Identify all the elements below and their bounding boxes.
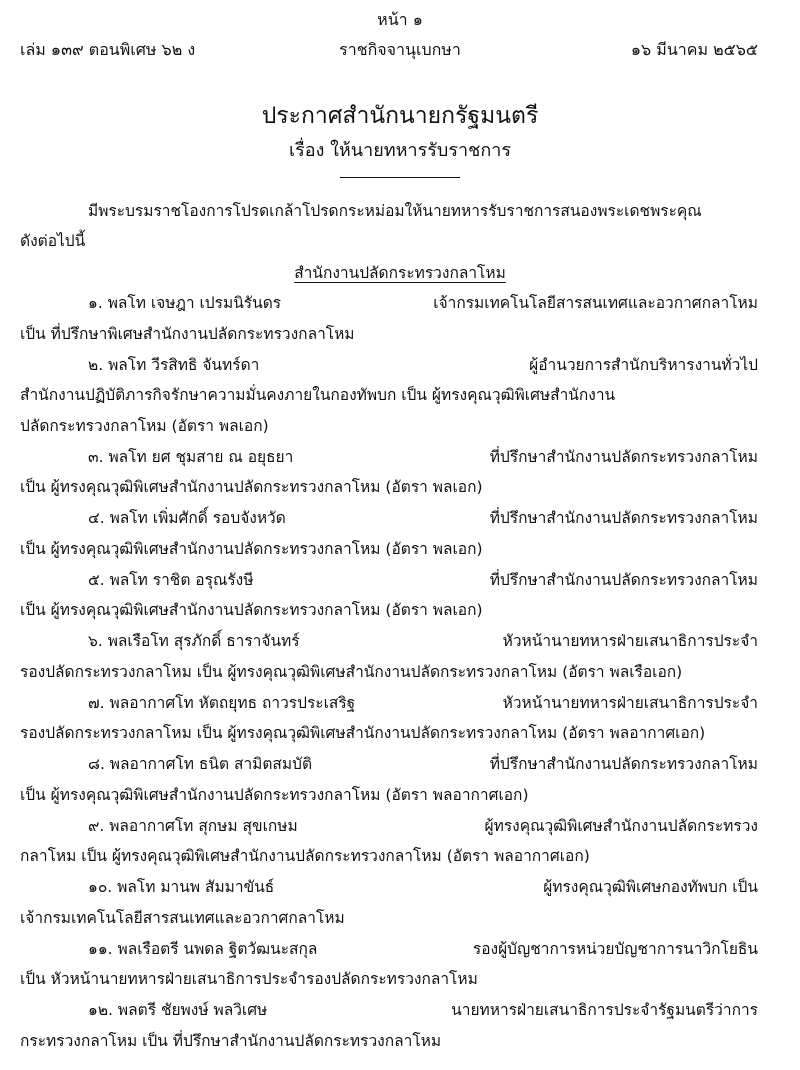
appointment-detail-line: รองปลัดกระทรวงกลาโหม เป็น ผู้ทรงคุณวุฒิพิเศษสำนักงานปลัดกระทรวงกลาโหม (อัตรา พลอากาศเอก) (20, 724, 706, 742)
intro-line-2: ดังต่อไปนี้ (20, 232, 86, 250)
appointment-detail-line: เป็น ที่ปรึกษาพิเศษสำนักงานปลัดกระทรวงกลาโหม (20, 324, 355, 343)
volume-issue: เล่ม ๑๓๙ ตอนพิเศษ ๖๒ ง (20, 40, 196, 59)
current-position: ที่ปรึกษาสำนักงานปลัดกระทรวงกลาโหม (489, 447, 758, 466)
publication-date: ๑๖ มีนาคม ๒๕๖๕ (630, 40, 758, 59)
appointee-name: ๒. พลโท วีรสิทธิ จันทร์ดา (88, 355, 260, 374)
current-position: นายทหารฝ่ายเสนาธิการประจำรัฐมนตรีว่าการ (451, 1001, 758, 1019)
current-position: เจ้ากรมเทคโนโลยีสารสนเทศและอวกาศกลาโหม (433, 294, 758, 312)
title-divider (340, 177, 460, 178)
page-number: หน้า ๑ (377, 10, 423, 29)
appointment-detail-line: รองปลัดกระทรวงกลาโหม เป็น ผู้ทรงคุณวุฒิพิเศษสำนักงานปลัดกระทรวงกลาโหม (อัตรา พลเรือเอก) (20, 662, 683, 681)
appointee-name: ๘. พลอากาศโท ธนิต สามิตสมบัติ (88, 755, 313, 773)
appointee-name: ๑๑. พลเรือตรี นพดล ฐิตวัฒนะสกุล (88, 939, 318, 958)
appointment-detail-line: เป็น หัวหน้านายทหารฝ่ายเสนาธิการประจำรองปลัดกระทรวงกลาโหม (20, 970, 478, 988)
appointment-detail-line: ปลัดกระทรวงกลาโหม (อัตรา พลเอก) (20, 416, 269, 435)
appointee-name: ๑๒. พลตรี ชัยพงษ์ พลวิเศษ (88, 1001, 268, 1019)
current-position: หัวหน้านายทหารฝ่ายเสนาธิการประจำ (502, 632, 758, 650)
section-heading: สำนักงานปลัดกระทรวงกลาโหม (294, 264, 506, 282)
current-position: ที่ปรึกษาสำนักงานปลัดกระทรวงกลาโหม (489, 755, 758, 773)
appointment-detail-line: กลาโหม เป็น ผู้ทรงคุณวุฒิพิเศษสำนักงานปลัดกระทรวงกลาโหม (อัตรา พลอากาศเอก) (20, 847, 590, 865)
current-position: ผู้อำนวยการสำนักบริหารงานทั่วไป (529, 355, 758, 374)
current-position: ที่ปรึกษาสำนักงานปลัดกระทรวงกลาโหม (489, 509, 758, 527)
gazette-name: ราชกิจจานุเบกษา (339, 40, 461, 59)
appointee-name: ๓. พลโท ยศ ชุมสาย ณ อยุธยา (88, 447, 294, 466)
appointment-detail-line: เป็น ผู้ทรงคุณวุฒิพิเศษสำนักงานปลัดกระทรวงกลาโหม (อัตรา พลเอก) (20, 539, 483, 558)
announcement-subject: เรื่อง ให้นายทหารรับราชการ (288, 140, 512, 161)
current-position: ที่ปรึกษาสำนักงานปลัดกระทรวงกลาโหม (489, 570, 758, 589)
current-position: รองผู้บัญชาการหน่วยบัญชาการนาวิกโยธิน (472, 939, 758, 958)
appointee-name: ๕. พลโท ราชิต อรุณรังษี (88, 570, 254, 589)
appointment-detail-line: เป็น ผู้ทรงคุณวุฒิพิเศษสำนักงานปลัดกระทรวงกลาโหม (อัตรา พลอากาศเอก) (20, 785, 529, 804)
current-position: ผู้ทรงคุณวุฒิพิเศษกองทัพบก เป็น (543, 878, 758, 896)
intro-line-1: มีพระบรมราชโองการโปรดเกล้าโปรดกระหม่อมให้นายทหารรับราชการสนองพระเดชพระคุณ (88, 202, 702, 220)
appointment-detail-line: เป็น ผู้ทรงคุณวุฒิพิเศษสำนักงานปลัดกระทรวงกลาโหม (อัตรา พลเอก) (20, 601, 483, 619)
appointee-name: ๗. พลอากาศโท หัตถยุทธ ถาวรประเสริฐ (88, 693, 356, 712)
appointment-detail-line: กระทรวงกลาโหม เป็น ที่ปรึกษาสำนักงานปลัดกระทรวงกลาโหม (20, 1031, 442, 1050)
appointment-detail-line: สำนักงานปฏิบัติภารกิจรักษาความมั่นคงภายในกองทัพบก เป็น ผู้ทรงคุณวุฒิพิเศษสำนักงาน (20, 386, 616, 404)
appointee-name: ๙. พลอากาศโท สุกษม สุขเกษม (88, 816, 298, 835)
current-position: ผู้ทรงคุณวุฒิพิเศษสำนักงานปลัดกระทรวง (484, 816, 758, 835)
appointment-detail-line: เป็น ผู้ทรงคุณวุฒิพิเศษสำนักงานปลัดกระทรวงกลาโหม (อัตรา พลเอก) (20, 478, 483, 496)
current-position: หัวหน้านายทหารฝ่ายเสนาธิการประจำ (502, 693, 758, 712)
appointee-name: ๑๐. พลโท มานพ สัมมาขันธ์ (88, 878, 275, 896)
appointment-detail-line: เจ้ากรมเทคโนโลยีสารสนเทศและอวกาศกลาโหม (20, 908, 345, 927)
appointee-name: ๔. พลโท เพิ่มศักดิ์ รอบจังหวัด (88, 509, 286, 527)
appointee-name: ๖. พลเรือโท สุรภักดิ์ ธาราจันทร์ (88, 632, 300, 650)
announcement-title: ประกาศสำนักนายกรัฐมนตรี (261, 103, 539, 129)
appointee-name: ๑. พลโท เจษฎา เปรมนิรันดร (88, 294, 282, 312)
